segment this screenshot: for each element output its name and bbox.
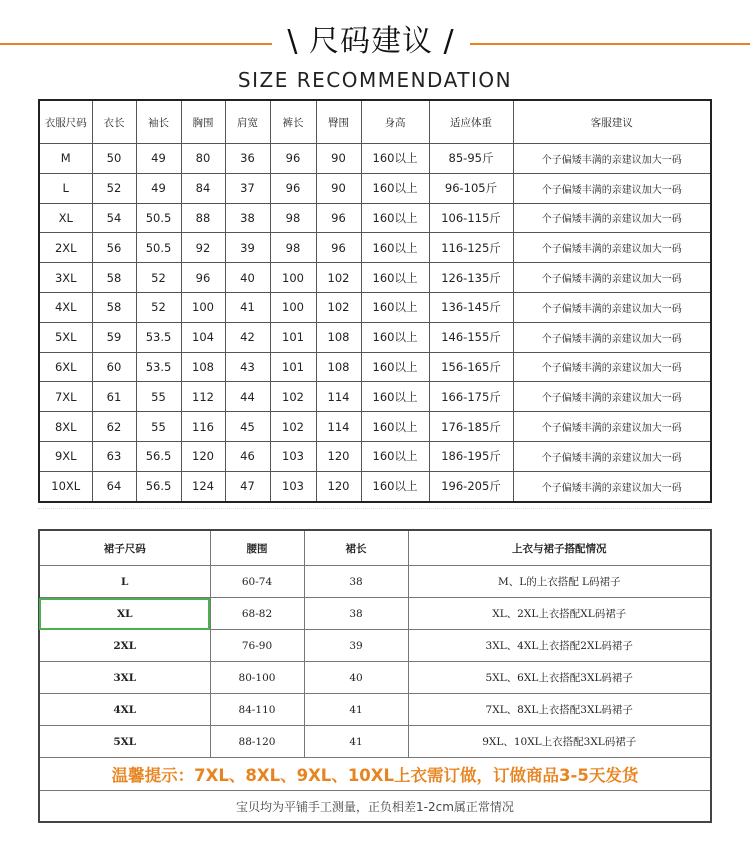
- table-cell: 53.5: [136, 322, 181, 352]
- table-cell: 102: [316, 292, 361, 322]
- table-cell: 160以上: [361, 352, 429, 382]
- size_table-header-cell: 客服建议: [513, 100, 711, 144]
- table-cell: 160以上: [361, 471, 429, 501]
- table-cell: 98: [270, 233, 316, 263]
- table-cell: 56.5: [136, 441, 181, 471]
- table-cell: 103: [270, 441, 316, 471]
- table-cell: 45: [225, 412, 270, 442]
- table-cell: 49: [136, 173, 181, 203]
- skirt-table-header-row: [39, 530, 711, 566]
- table-cell: 52: [136, 263, 181, 293]
- table-cell: 56: [92, 233, 136, 263]
- table-cell: 120: [181, 441, 225, 471]
- table-cell: 52: [136, 292, 181, 322]
- table-cell: 55: [136, 412, 181, 442]
- table-cell: 80-100: [210, 662, 304, 694]
- table-cell: 4XL: [39, 292, 92, 322]
- table-cell: 43: [225, 352, 270, 382]
- table-cell: 44: [225, 382, 270, 412]
- table-cell: 39: [304, 630, 408, 662]
- table-cell: 116-125斤: [429, 233, 513, 263]
- table-cell: 85-95斤: [429, 144, 513, 174]
- table-cell: 90: [316, 144, 361, 174]
- table-cell: 个子偏矮丰满的亲建议加大一码: [513, 292, 711, 322]
- table-cell: 38: [225, 203, 270, 233]
- table-cell: 50.5: [136, 233, 181, 263]
- skirt_table-header-cell: 裙子尺码: [39, 530, 210, 566]
- table-cell: 100: [270, 263, 316, 293]
- size_table-header-cell: 衣服尺码: [39, 100, 92, 144]
- table-cell: 61: [92, 382, 136, 412]
- table-cell: 120: [316, 441, 361, 471]
- table-cell: 54: [92, 203, 136, 233]
- table-cell: 7XL、8XL上衣搭配3XL码裙子: [408, 694, 711, 726]
- table-cell: XL: [39, 203, 92, 233]
- table-cell: 4XL: [39, 694, 210, 726]
- page-title: \ 尺码建议 /: [287, 24, 455, 59]
- table-row: [39, 203, 711, 233]
- table-cell: M: [39, 144, 92, 174]
- table-cell: 96-105斤: [429, 173, 513, 203]
- table-cell: 98: [270, 203, 316, 233]
- table-cell: 8XL: [39, 412, 92, 442]
- table-cell: 7XL: [39, 382, 92, 412]
- table-cell: 42: [225, 322, 270, 352]
- table-cell: 56.5: [136, 471, 181, 501]
- size_table-header-cell: 臀围: [316, 100, 361, 144]
- table-cell: M、L的上衣搭配 L码裙子: [408, 566, 711, 598]
- table-cell: 96: [316, 233, 361, 263]
- measure-row: [39, 791, 711, 823]
- table-cell: 个子偏矮丰满的亲建议加大一码: [513, 144, 711, 174]
- header: [0, 18, 750, 66]
- table-cell: 个子偏矮丰满的亲建议加大一码: [513, 352, 711, 382]
- table-cell: 5XL: [39, 726, 210, 758]
- size_table-header-cell: 身高: [361, 100, 429, 144]
- table-cell: 160以上: [361, 144, 429, 174]
- table-cell: 6XL: [39, 352, 92, 382]
- table-row: [39, 726, 711, 758]
- table-cell: 37: [225, 173, 270, 203]
- table-cell: 136-145斤: [429, 292, 513, 322]
- measurement-note: 宝贝均为平铺手工测量，正负相差1-2cm属正常情况: [39, 791, 711, 823]
- table-cell: 100: [181, 292, 225, 322]
- table-cell: 41: [225, 292, 270, 322]
- table-cell: 80: [181, 144, 225, 174]
- size_table-header-cell: 肩宽: [225, 100, 270, 144]
- table-cell: 96: [181, 263, 225, 293]
- skirt_table-header-cell: 上衣与裙子搭配情况: [408, 530, 711, 566]
- table-cell: 166-175斤: [429, 382, 513, 412]
- table-cell: 60: [92, 352, 136, 382]
- table-cell: 个子偏矮丰满的亲建议加大一码: [513, 173, 711, 203]
- size_table-header-cell: 袖长: [136, 100, 181, 144]
- table-row: [39, 598, 711, 630]
- table-cell: 146-155斤: [429, 322, 513, 352]
- table-cell: 3XL: [39, 662, 210, 694]
- table-cell: 41: [304, 694, 408, 726]
- table-cell: 个子偏矮丰满的亲建议加大一码: [513, 471, 711, 501]
- table-cell: 160以上: [361, 382, 429, 412]
- table-cell: 2XL: [39, 630, 210, 662]
- table-row: [39, 322, 711, 352]
- table-cell: 160以上: [361, 441, 429, 471]
- table-cell: 108: [316, 322, 361, 352]
- size-table-header-row: [39, 100, 711, 144]
- table-cell: 88: [181, 203, 225, 233]
- table-cell: 102: [270, 382, 316, 412]
- table-cell: 160以上: [361, 233, 429, 263]
- table-cell: 个子偏矮丰满的亲建议加大一码: [513, 233, 711, 263]
- table-cell: 58: [92, 263, 136, 293]
- table-cell: 36: [225, 144, 270, 174]
- table-cell: 个子偏矮丰满的亲建议加大一码: [513, 203, 711, 233]
- header-left-line: [0, 43, 272, 45]
- table-cell: 96: [316, 203, 361, 233]
- table-cell: L: [39, 173, 92, 203]
- table-cell: 53.5: [136, 352, 181, 382]
- table-row: [39, 263, 711, 293]
- table-row: [39, 233, 711, 263]
- table-cell: 92: [181, 233, 225, 263]
- table-cell: 55: [136, 382, 181, 412]
- custom-order-notice: 温馨提示：7XL、8XL、9XL、10XL上衣需订做，订做商品3-5天发货: [39, 758, 711, 791]
- table-cell: 186-195斤: [429, 441, 513, 471]
- table-cell: 84: [181, 173, 225, 203]
- table-cell: 96: [270, 173, 316, 203]
- table-cell: 59: [92, 322, 136, 352]
- size_table-header-cell: 衣长: [92, 100, 136, 144]
- size-table: [38, 99, 712, 503]
- table-row: [39, 471, 711, 501]
- table-cell: 50: [92, 144, 136, 174]
- table-cell: 124: [181, 471, 225, 501]
- table-row: [39, 694, 711, 726]
- table-cell: 46: [225, 441, 270, 471]
- size_table-header-cell: 适应体重: [429, 100, 513, 144]
- table-cell: 个子偏矮丰满的亲建议加大一码: [513, 382, 711, 412]
- table-cell: 41: [304, 726, 408, 758]
- table-cell: 5XL: [39, 322, 92, 352]
- header-right-line: [470, 43, 750, 45]
- table-cell: 9XL: [39, 441, 92, 471]
- table-cell: XL: [39, 598, 210, 630]
- table-row: [39, 292, 711, 322]
- table-cell: 个子偏矮丰满的亲建议加大一码: [513, 322, 711, 352]
- table-cell: 60-74: [210, 566, 304, 598]
- table-cell: 104: [181, 322, 225, 352]
- table-cell: 106-115斤: [429, 203, 513, 233]
- section-divider: [38, 508, 710, 510]
- table-cell: 49: [136, 144, 181, 174]
- table-cell: 196-205斤: [429, 471, 513, 501]
- table-cell: 176-185斤: [429, 412, 513, 442]
- table-cell: 102: [316, 263, 361, 293]
- table-cell: 47: [225, 471, 270, 501]
- size_table-header-cell: 裤长: [270, 100, 316, 144]
- table-cell: 108: [316, 352, 361, 382]
- table-cell: 3XL、4XL上衣搭配2XL码裙子: [408, 630, 711, 662]
- skirt-table: [38, 529, 712, 823]
- table-cell: 10XL: [39, 471, 92, 501]
- table-cell: 102: [270, 412, 316, 442]
- size_table-header-cell: 胸围: [181, 100, 225, 144]
- table-cell: 39: [225, 233, 270, 263]
- table-cell: 63: [92, 441, 136, 471]
- table-cell: 160以上: [361, 263, 429, 293]
- notice-row: [39, 758, 711, 791]
- table-cell: 68-82: [210, 598, 304, 630]
- table-row: [39, 662, 711, 694]
- table-row: [39, 382, 711, 412]
- table-row: [39, 144, 711, 174]
- table-row: [39, 173, 711, 203]
- table-row: [39, 412, 711, 442]
- page-subtitle: SIZE RECOMMENDATION: [237, 68, 513, 92]
- table-row: [39, 352, 711, 382]
- skirt_table-header-cell: 裙长: [304, 530, 408, 566]
- table-cell: 个子偏矮丰满的亲建议加大一码: [513, 412, 711, 442]
- table-cell: 38: [304, 566, 408, 598]
- table-cell: 160以上: [361, 292, 429, 322]
- table-row: [39, 566, 711, 598]
- table-cell: 116: [181, 412, 225, 442]
- table-cell: 2XL: [39, 233, 92, 263]
- table-cell: 3XL: [39, 263, 92, 293]
- table-cell: 96: [270, 144, 316, 174]
- table-cell: 108: [181, 352, 225, 382]
- skirt_table-header-cell: 腰围: [210, 530, 304, 566]
- table-cell: 38: [304, 598, 408, 630]
- table-cell: 120: [316, 471, 361, 501]
- table-cell: 114: [316, 412, 361, 442]
- table-cell: 160以上: [361, 203, 429, 233]
- table-cell: 50.5: [136, 203, 181, 233]
- table-cell: 40: [225, 263, 270, 293]
- table-cell: L: [39, 566, 210, 598]
- table-cell: 84-110: [210, 694, 304, 726]
- table-cell: 52: [92, 173, 136, 203]
- table-cell: 160以上: [361, 412, 429, 442]
- table-cell: 103: [270, 471, 316, 501]
- table-cell: 5XL、6XL上衣搭配3XL码裙子: [408, 662, 711, 694]
- table-row: [39, 630, 711, 662]
- table-cell: 90: [316, 173, 361, 203]
- table-cell: 114: [316, 382, 361, 412]
- table-cell: 126-135斤: [429, 263, 513, 293]
- table-cell: 156-165斤: [429, 352, 513, 382]
- table-cell: 76-90: [210, 630, 304, 662]
- table-cell: 88-120: [210, 726, 304, 758]
- table-cell: 64: [92, 471, 136, 501]
- table-cell: 62: [92, 412, 136, 442]
- table-row: [39, 441, 711, 471]
- table-cell: 个子偏矮丰满的亲建议加大一码: [513, 441, 711, 471]
- table-cell: 个子偏矮丰满的亲建议加大一码: [513, 263, 711, 293]
- table-cell: 58: [92, 292, 136, 322]
- table-cell: 100: [270, 292, 316, 322]
- table-cell: 9XL、10XL上衣搭配3XL码裙子: [408, 726, 711, 758]
- table-cell: 101: [270, 322, 316, 352]
- table-cell: 112: [181, 382, 225, 412]
- table-cell: 101: [270, 352, 316, 382]
- table-cell: 40: [304, 662, 408, 694]
- table-cell: 160以上: [361, 173, 429, 203]
- table-cell: XL、2XL上衣搭配XL码裙子: [408, 598, 711, 630]
- table-cell: 160以上: [361, 322, 429, 352]
